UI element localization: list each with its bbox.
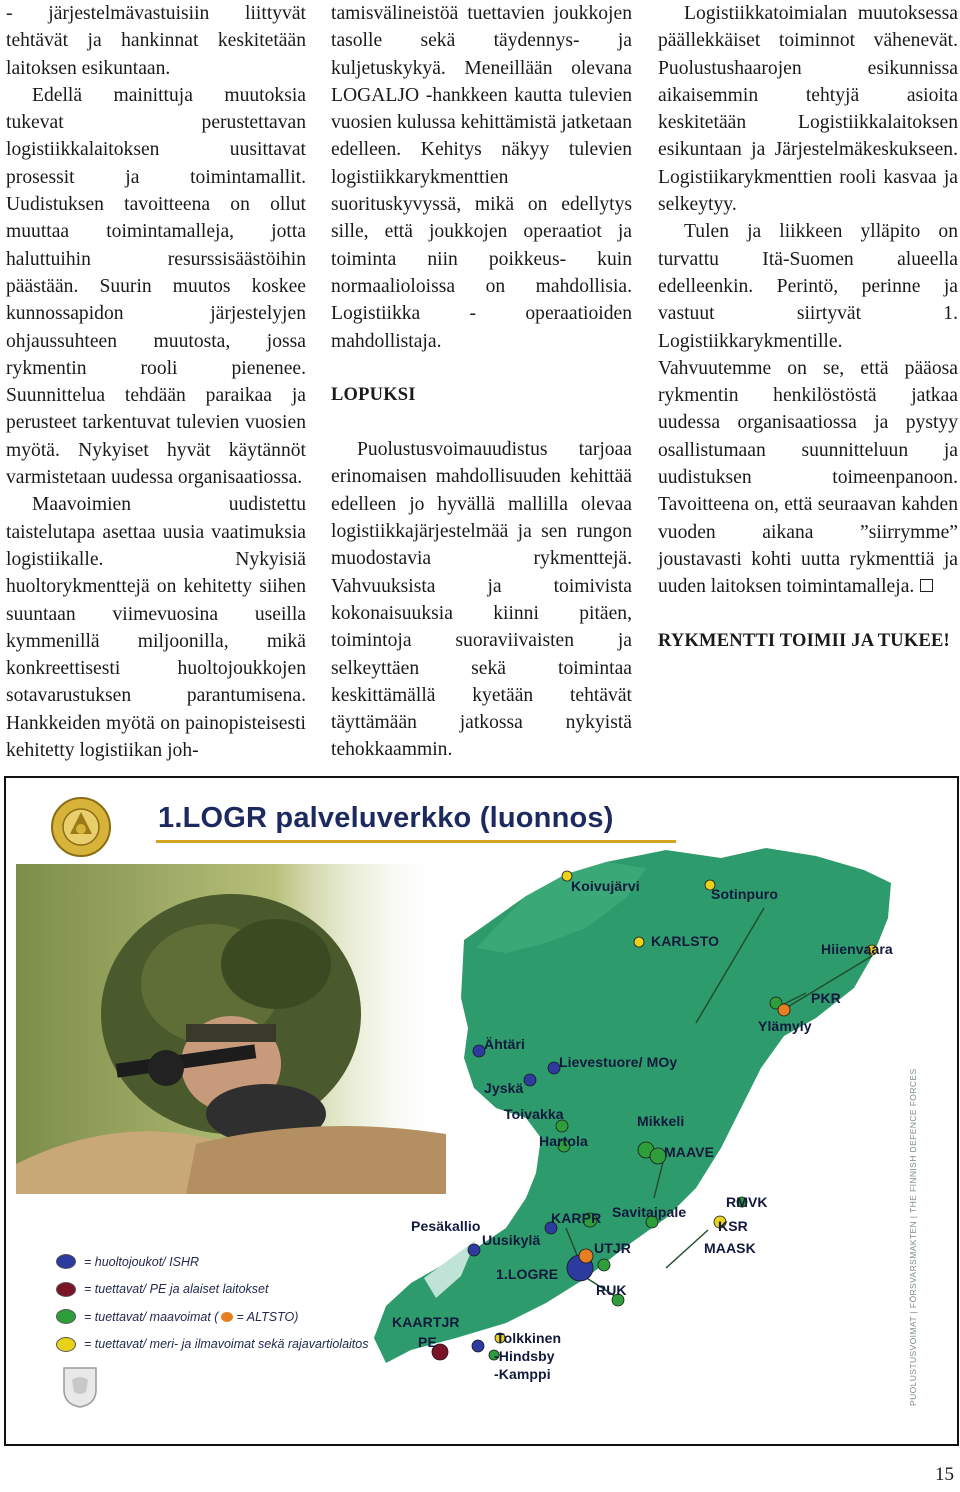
marker-pesakallio <box>468 1244 480 1256</box>
legend-swatch <box>56 1254 76 1269</box>
place-label: Tolkkinen <box>496 1330 562 1346</box>
text-column-3 <box>658 0 958 655</box>
legend-label-part: = tuettavat/ maavoimat ( <box>84 1309 219 1324</box>
paragraph-text: Tulen ja liikkeen ylläpito on turvattu Itä-Suomen alueella edelleenkin. Perintö, perinne ja vastuut siirtyvät 1. Logistiikkarykmentille. Vahvuutemme on se, että pääosa rykmentin henkilöstöstä jatkaa uudessa organisaatiossa ja pystyy osallistumaan suunnitteluun ja uudistuksen toimeenpanoon. Tavoitteena on, että seuraavan kahden vuoden aikana ”siirrymme” joustavasti kohti uutta rykmenttiä ja uuden laitoksen toimintamalleja. <box>658 221 958 598</box>
end-mark-icon <box>920 579 933 592</box>
marker-logre-altsto <box>579 1249 593 1263</box>
marker-karlsto <box>634 937 644 947</box>
legend-mini-swatch <box>221 1312 233 1322</box>
place-label: PKR <box>811 990 841 1006</box>
paragraph: - järjestelmävastuisiin liittyvät tehtävät ja hankinnat keskitetään laitoksen esikuntaan. <box>6 3 306 79</box>
place-label: -Hindsby <box>494 1348 555 1364</box>
figure-title: 1.LOGR palveluverkko (luonnos) <box>158 802 614 834</box>
paragraph: Maavoimien uudistettu taistelutapa asettaa uusia vaatimuksia logistiikalle. Nykyisiä huoltorykmenttejä on kehitetty siihen suuntaan viimevuosina useilla kymmenillä miljoonilla, mikä konkreettisesti huoltojoukkojen sotavarustuksen parantumisena. Hankkeiden myötä on painopisteisesti kehitetty logistiikan joh- <box>6 494 306 762</box>
closing-heading: RYKMENTTI TOIMII JA TUKEE! <box>658 630 950 651</box>
legend-item <box>56 1331 369 1359</box>
vertical-side-text <box>906 1018 920 1408</box>
soldier-photo <box>16 864 446 1194</box>
paragraph: Puolustusvoimauudistus tarjoaa erinomaisen mahdollisuuden kehittää edelleen jo hyvällä mallilla olevaa logistiikkajärjestelmää ja sen rungon muodostavia rykmenttejä. Vahvuuksista ja toimivista kokonaisuuksia kiinni pitäen, toimintoja suoraviivaisten ja selkeyttäen sekä toimintaa keskittämällä kyetään tehtävät täyttämään jatkossa nykyistä tehokkaammin. <box>331 439 632 761</box>
place-label: Hartola <box>539 1133 588 1149</box>
paragraph-text: Logistiikkatoimialan muutoksessa päällekkäiset toiminnot vähenevät. Puolustushaarojen esikunnissa aikaisemmin tehtyjä asioita keskitetään Logistiikkalaitoksen esikuntaan ja Järjestelmäkeskukseen. Logistiikarykmenttien rooli kasvaa ja selkeytyy. <box>658 3 958 216</box>
text-column-2 <box>331 0 632 764</box>
place-label: UTJR <box>594 1240 631 1256</box>
place-label: -Kamppi <box>494 1366 551 1382</box>
marker-kaartjr <box>472 1340 484 1352</box>
place-label: MAAVE <box>664 1144 715 1160</box>
marker-jyska <box>524 1074 536 1086</box>
map-legend <box>56 1248 369 1358</box>
service-network-figure <box>4 776 959 1446</box>
place-label: PE <box>418 1334 437 1350</box>
text-column-1 <box>6 0 306 764</box>
page-number: 15 <box>935 1464 954 1485</box>
place-label: Ylämyly <box>758 1018 812 1034</box>
paragraph: Edellä mainittuja muutoksia tukevat perustettavan logistiikkalaitoksen uusittavat prosessit ja toimintamallit. Uudistuksen tavoitteena on ollut muuttaa toimintamalleja, jotta haluttuihin resurssisäästöihin päästään. Suurin muutos koskee kunnossapidon järjestelyjen ohjaussuhteen muutosta, jossa rykmentin rooli pienenee. Suunnittelua tehdään paraikaa ja perusteet tarkentuvat tulevien vuosien myötä. Nykyiset hyvät käytännöt varmistetaan uudessa organisaatiossa. <box>6 84 306 489</box>
place-label: Savitaipale <box>612 1204 687 1220</box>
legend-label <box>84 1310 298 1324</box>
place-label: KARLSTO <box>651 933 720 949</box>
place-label: Jyskä <box>484 1080 524 1096</box>
paragraph: tamisvälineistöä tuettavien joukkojen tasolle sekä täydennys- ja kuljetuskykyä. Meneillään olevana LOGALJO -hankkeen kautta tulevien vuosien kulussa kehittämistä jatketaan edelleen. Kehitys näkyy tulevien logistiikkarykmenttien suorituskyvyssä, mikä on edellytys sille, että joukkojen operaatiot ja toiminta niin poikkeus- kuin normaalioloissa on mahdollisia. Logistiikka - operaatioiden mahdollistaja. <box>331 3 632 352</box>
place-label: Uusikylä <box>482 1232 541 1248</box>
place-label: Koivujärvi <box>571 878 640 894</box>
side-text-label: PUOLUSTUSVOIMAT | FÖRSVARSMAKTEN | THE FINNISH DEFENCE FORCES <box>908 1068 918 1406</box>
regiment-emblem-icon <box>50 796 112 858</box>
title-divider <box>156 840 676 843</box>
legend-swatch <box>56 1309 76 1324</box>
legend-label-part: = ALTSTO) <box>236 1309 299 1324</box>
legend-label: = tuettavat/ PE ja alaiset laitokset <box>84 1282 269 1297</box>
place-label: Toivakka <box>504 1106 564 1122</box>
legend-item <box>56 1276 369 1304</box>
place-label: RMVK <box>726 1194 768 1210</box>
marker-ylamyly <box>778 1004 790 1016</box>
legend-swatch <box>56 1337 76 1352</box>
map-landmass <box>374 848 891 1363</box>
lion-coat-of-arms-icon <box>62 1366 98 1408</box>
place-label: KSR <box>718 1218 748 1234</box>
place-label: KAARTJR <box>392 1314 460 1330</box>
place-label: 1.LOGRE <box>496 1266 559 1282</box>
place-label: Hiienvaara <box>821 941 893 957</box>
place-label: Sotinpuro <box>711 886 778 902</box>
place-label: MAASK <box>704 1240 756 1256</box>
place-label: Pesäkallio <box>411 1218 481 1234</box>
paragraph <box>658 218 958 600</box>
section-heading: LOPUKSI <box>331 384 416 405</box>
legend-swatch <box>56 1282 76 1297</box>
place-label: Mikkeli <box>637 1113 685 1129</box>
paragraph <box>658 0 958 218</box>
place-label: Lievestuore/ MOy <box>559 1054 678 1070</box>
legend-item <box>56 1303 369 1331</box>
marker-utjr <box>598 1259 610 1271</box>
place-label: RUK <box>596 1282 627 1298</box>
legend-label: = tuettavat/ meri- ja ilmavoimat sekä rajavartiolaitos <box>84 1337 369 1352</box>
legend-item <box>56 1248 369 1276</box>
place-label: KARPR <box>551 1210 602 1226</box>
place-label: Ähtäri <box>484 1036 526 1052</box>
legend-label: = huoltojoukot/ ISHR <box>84 1254 199 1269</box>
